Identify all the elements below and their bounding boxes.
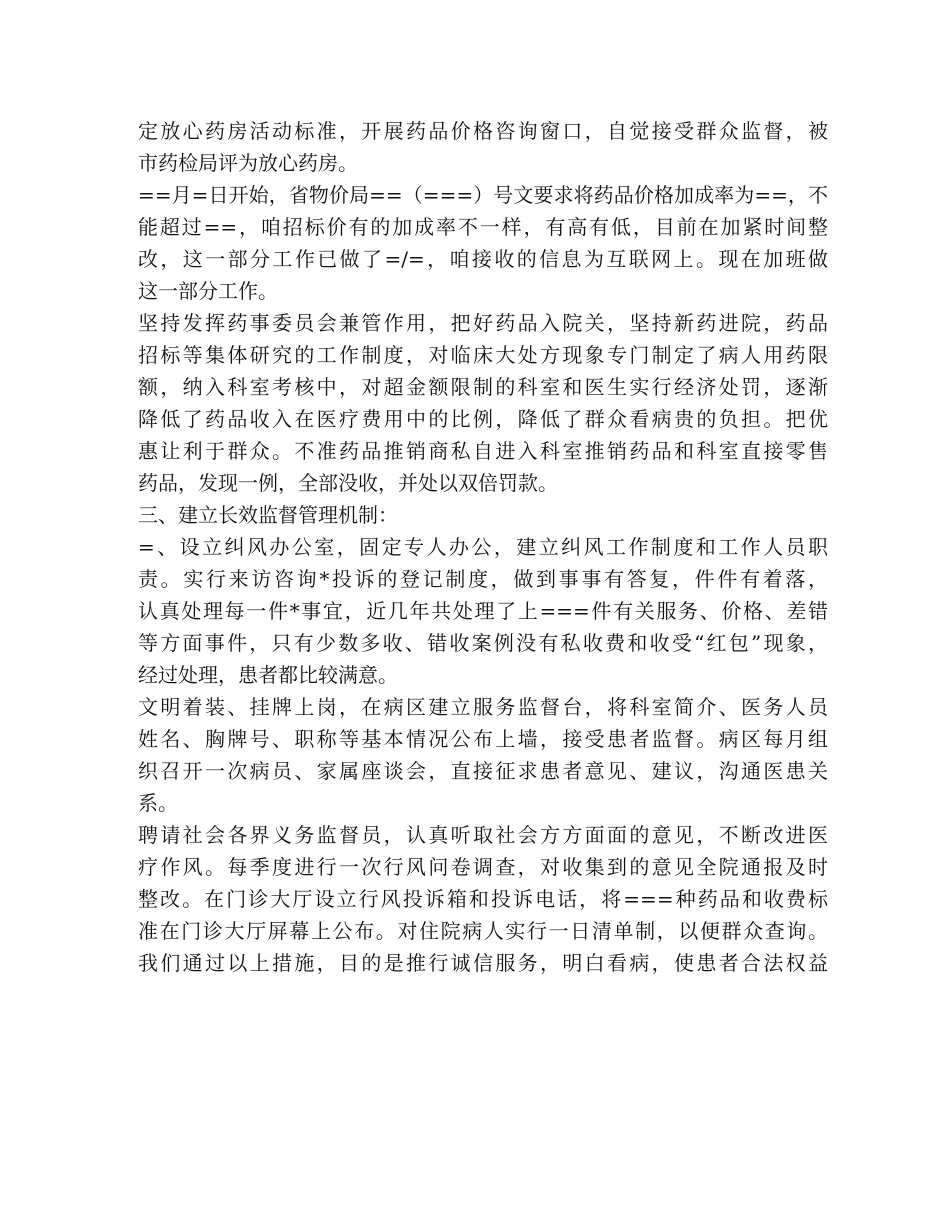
text-line: ==月=日开始，省物价局==（===）号文要求将药品价格加成率为==，不: [138, 183, 828, 207]
text-line: 整改。在门诊大厅设立行风投诉箱和投诉电话，将===种药品和收费标: [138, 887, 828, 911]
text-line: 坚持发挥药事委员会兼管作用，把好药品入院关，坚持新药进院，药品: [138, 311, 828, 335]
text-line: 改，这一部分工作已做了=/=，咱接收的信息为互联网上。现在加班做: [138, 247, 828, 271]
document-body: [138, 115, 828, 979]
text-line: 等方面事件，只有少数多收、错收案例没有私收费和收受“红包”现象，: [138, 631, 828, 655]
text-line: 降低了药品收入在医疗费用中的比例，降低了群众看病贵的负担。把优: [138, 407, 828, 431]
text-line: 额，纳入科室考核中，对超金额限制的科室和医生实行经济处罚，逐渐: [138, 375, 828, 399]
text-line: 药品，发现一例，全部没收，并处以双倍罚款。: [138, 471, 558, 495]
text-line: =、设立纠风办公室，固定专人办公，建立纠风工作制度和工作人员职: [138, 535, 828, 559]
text-line: 织召开一次病员、家属座谈会，直接征求患者意见、建议，沟通医患关: [138, 759, 828, 783]
section-heading: 三、建立长效监督管理机制：: [138, 503, 398, 527]
text-line: 经过处理，患者都比较满意。: [138, 663, 398, 687]
text-line: 定放心药房活动标准，开展药品价格咨询窗口，自觉接受群众监督，被: [138, 119, 828, 143]
text-line: 这一部分工作。: [138, 279, 278, 303]
text-line: 惠让利于群众。不准药品推销商私自进入科室推销药品和科室直接零售: [138, 439, 828, 463]
text-line: 聘请社会各界义务监督员，认真听取社会方方面面的意见，不断改进医: [138, 823, 828, 847]
text-line: 认真处理每一件*事宜，近几年共处理了上===件有关服务、价格、差错: [138, 599, 828, 623]
text-line: 我们通过以上措施，目的是推行诚信服务，明白看病，使患者合法权益: [138, 951, 828, 975]
text-line: 招标等集体研究的工作制度，对临床大处方现象专门制定了病人用药限: [138, 343, 828, 367]
text-line: 能超过==，咱招标价有的加成率不一样，有高有低，目前在加紧时间整: [138, 215, 828, 239]
text-line: 姓名、胸牌号、职称等基本情况公布上墙，接受患者监督。病区每月组: [138, 727, 828, 751]
text-line: 系。: [138, 791, 178, 815]
text-line: 市药检局评为放心药房。: [138, 151, 358, 175]
text-line: 文明着装、挂牌上岗，在病区建立服务监督台，将科室简介、医务人员: [138, 695, 828, 719]
text-line: 责。实行来访咨询*投诉的登记制度，做到事事有答复，件件有着落，: [138, 567, 828, 591]
text-line: 准在门诊大厅屏幕上公布。对住院病人实行一日清单制，以便群众查询。: [138, 919, 828, 943]
text-line: 疗作风。每季度进行一次行风问卷调查，对收集到的意见全院通报及时: [138, 855, 828, 879]
